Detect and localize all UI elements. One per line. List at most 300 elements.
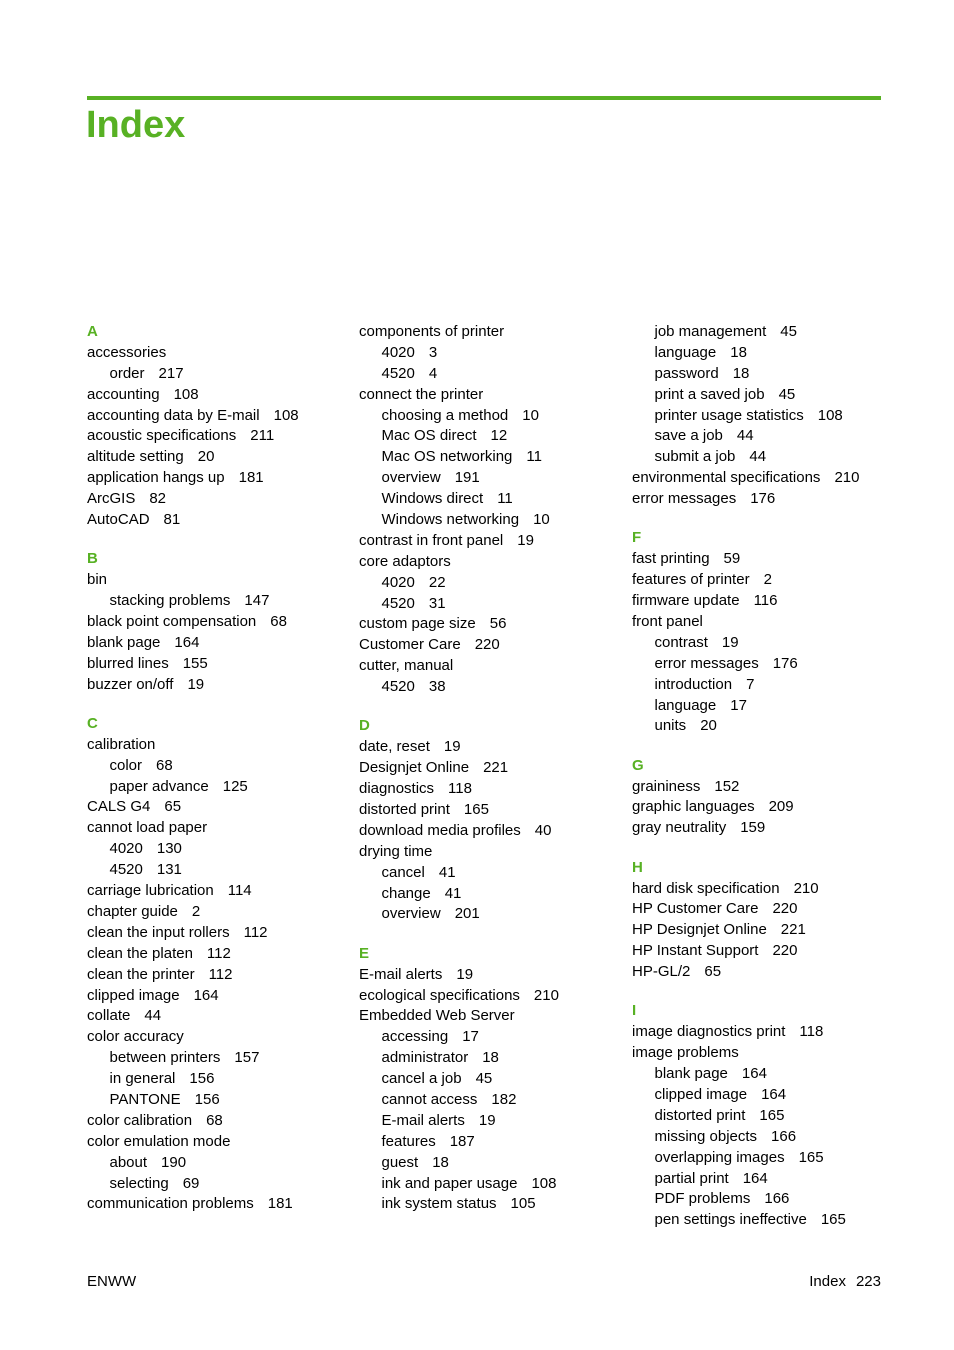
- index-term: paper advance: [109, 777, 209, 795]
- page-ref-link[interactable]: 40: [534, 821, 552, 839]
- index-term: image diagnostics print: [632, 1023, 786, 1041]
- index-term: distorted print: [654, 1106, 746, 1124]
- page-ref-link[interactable]: 68: [156, 756, 173, 774]
- index-subentry: [359, 677, 629, 698]
- index-term: AutoCAD: [87, 511, 150, 529]
- index-subentry: [359, 1090, 629, 1111]
- page-ref-link[interactable]: 45: [780, 323, 797, 340]
- index-entry: [632, 962, 892, 983]
- index-entry: [632, 879, 892, 900]
- index-entry: [359, 842, 629, 863]
- page-ref-link[interactable]: 147: [244, 592, 270, 610]
- page-ref-link[interactable]: 165: [463, 800, 489, 818]
- index-entry: [87, 510, 357, 531]
- index-term: about: [109, 1153, 148, 1171]
- index-term: PANTONE: [109, 1090, 181, 1108]
- index-entry: [359, 635, 629, 656]
- page-ref-link[interactable]: 19: [456, 965, 474, 983]
- index-term: clipped image: [87, 986, 180, 1004]
- page-ref-link[interactable]: 59: [723, 550, 741, 568]
- index-entry: [87, 468, 357, 489]
- page-ref-link[interactable]: 191: [454, 469, 480, 487]
- page-ref-link[interactable]: 166: [771, 1127, 797, 1145]
- index-term: firmware update: [632, 592, 740, 610]
- index-letter-heading: I: [632, 1002, 637, 1020]
- index-term: gray neutrality: [632, 819, 727, 837]
- index-term: accessing: [381, 1028, 449, 1046]
- page-ref-link[interactable]: 118: [799, 1023, 824, 1041]
- index-entry: [87, 675, 357, 696]
- index-term: acoustic specifications: [87, 427, 237, 445]
- index-term: color calibration: [87, 1111, 193, 1129]
- index-term: Mac OS networking: [381, 448, 513, 466]
- index-entry: [87, 1132, 357, 1153]
- index-entry: [87, 986, 357, 1007]
- page-ref-link[interactable]: 209: [768, 798, 794, 816]
- page-ref-link[interactable]: 130: [156, 840, 182, 858]
- index-entry: [87, 612, 357, 633]
- page-ref-link[interactable]: 118: [448, 780, 472, 798]
- page-ref-link[interactable]: 45: [475, 1070, 493, 1088]
- index-subentry: [632, 1210, 892, 1231]
- index-column-3: [632, 322, 892, 1231]
- index-entry: [632, 612, 892, 633]
- page-ref-link[interactable]: 112: [208, 965, 233, 983]
- index-subentry: [359, 406, 629, 427]
- index-entry: [632, 489, 892, 510]
- page-ref-link[interactable]: 19: [721, 633, 739, 651]
- page-ref-link[interactable]: 108: [531, 1174, 557, 1192]
- section-spacer: [632, 510, 892, 528]
- page-ref-link[interactable]: 165: [759, 1106, 785, 1124]
- index-term: fast printing: [632, 550, 710, 568]
- index-term: communication problems: [87, 1195, 254, 1213]
- index-term: error messages: [632, 490, 737, 508]
- index-subentry: [359, 468, 629, 489]
- index-term: HP Customer Care: [632, 900, 759, 918]
- index-term: clean the printer: [87, 965, 195, 983]
- index-term: units: [654, 717, 687, 735]
- page-number: 223: [855, 1273, 881, 1290]
- index-term: between printers: [109, 1049, 221, 1067]
- index-entry: [359, 779, 629, 800]
- index-subentry: [632, 716, 892, 737]
- index-subentry: [87, 364, 357, 385]
- index-letter-heading: G: [632, 756, 644, 774]
- index-entry: [359, 322, 629, 343]
- page-ref-link[interactable]: 156: [189, 1070, 215, 1088]
- index-subentry: [359, 1048, 629, 1069]
- index-entry: [87, 881, 357, 902]
- page-ref-link[interactable]: 165: [798, 1148, 824, 1166]
- page-ref-link[interactable]: 152: [714, 777, 740, 795]
- page-ref-link[interactable]: 11: [526, 448, 542, 466]
- page-ref-link[interactable]: 164: [741, 1065, 767, 1083]
- index-entry: [87, 447, 357, 468]
- index-subentry: [632, 1085, 892, 1106]
- index-entry: [632, 591, 892, 612]
- index-entry: [87, 570, 357, 591]
- index-entry: [632, 941, 892, 962]
- page-ref-link[interactable]: 19: [517, 531, 534, 549]
- index-entry: [632, 920, 892, 941]
- page-ref-link[interactable]: 108: [817, 406, 843, 424]
- index-entry: [632, 777, 892, 798]
- page-ref-link[interactable]: 31: [428, 594, 446, 612]
- index-entry: [87, 735, 357, 756]
- page-ref-link[interactable]: 17: [462, 1028, 479, 1046]
- index-term: graphic languages: [632, 798, 755, 816]
- page-ref-link[interactable]: 3: [428, 343, 438, 361]
- page-ref-link[interactable]: 44: [144, 1007, 162, 1025]
- index-subentry: [87, 839, 357, 860]
- index-entry: [87, 965, 357, 986]
- index-term: buzzer on/off: [87, 675, 174, 693]
- index-term: black point compensation: [87, 612, 257, 630]
- index-term: save a job: [654, 427, 723, 445]
- index-entry: [87, 818, 357, 839]
- page-ref-link[interactable]: 181: [238, 469, 264, 487]
- page-ref-link[interactable]: 10: [533, 511, 550, 529]
- index-term: components of printer: [359, 323, 505, 340]
- index-entry: [87, 385, 357, 406]
- index-term: ink system status: [381, 1195, 497, 1213]
- page-ref-link[interactable]: 166: [764, 1190, 790, 1208]
- index-entry: [359, 737, 629, 758]
- index-subentry: [632, 633, 892, 654]
- index-term: Designjet Online: [359, 759, 470, 777]
- index-entry: [87, 944, 357, 965]
- page-ref-link[interactable]: 69: [182, 1174, 200, 1192]
- title-rule: [87, 96, 881, 100]
- page-ref-link[interactable]: 19: [187, 675, 205, 693]
- index-entry: [359, 758, 629, 779]
- index-subentry: [632, 426, 892, 447]
- page-ref-link[interactable]: 2: [191, 902, 201, 920]
- index-entry: [87, 1111, 357, 1132]
- index-subentry: [632, 654, 892, 675]
- index-term: stacking problems: [109, 592, 231, 610]
- page-ref-link[interactable]: 181: [267, 1195, 293, 1213]
- page-ref-link[interactable]: 176: [750, 490, 776, 508]
- page-ref-link[interactable]: 190: [161, 1153, 187, 1171]
- index-term: language: [654, 343, 717, 361]
- page-ref-link[interactable]: 41: [444, 884, 462, 902]
- index-subentry: [632, 364, 892, 385]
- index-entry: [359, 800, 629, 821]
- index-term: blank page: [87, 633, 161, 651]
- page-ref-link[interactable]: 157: [234, 1049, 260, 1067]
- page-ref-link[interactable]: 19: [478, 1111, 496, 1129]
- index-term: 4520: [109, 861, 143, 879]
- page-ref-link[interactable]: 18: [732, 364, 750, 382]
- index-subentry: [359, 1194, 629, 1215]
- index-term: features: [381, 1132, 436, 1150]
- index-term: distorted print: [359, 800, 450, 818]
- page-ref-link[interactable]: 108: [273, 406, 299, 424]
- index-term: ink and paper usage: [381, 1174, 518, 1192]
- page-ref-link[interactable]: 210: [834, 469, 860, 487]
- index-term: environmental specifications: [632, 469, 821, 487]
- page-ref-link[interactable]: 81: [163, 511, 181, 529]
- index-entry: [632, 549, 892, 570]
- page-ref-link[interactable]: 164: [174, 633, 200, 651]
- page-ref-link[interactable]: 44: [736, 427, 754, 445]
- index-subentry: [632, 1189, 892, 1210]
- page-ref-link[interactable]: 65: [704, 963, 722, 981]
- page-ref-link[interactable]: 82: [149, 490, 167, 508]
- index-term: 4020: [381, 573, 415, 591]
- index-term: cannot load paper: [87, 819, 208, 837]
- index-term: partial print: [654, 1169, 729, 1187]
- index-term: custom page size: [359, 615, 476, 633]
- index-entry: [632, 468, 892, 489]
- page-ref-link[interactable]: 116: [753, 592, 778, 610]
- page-ref-link[interactable]: 18: [432, 1153, 449, 1171]
- page-ref-link[interactable]: 164: [761, 1085, 787, 1103]
- page-ref-link[interactable]: 20: [700, 717, 717, 735]
- index-subentry: [359, 1132, 629, 1153]
- index-term: 4520: [381, 364, 415, 382]
- index-subentry: [359, 343, 629, 364]
- index-term: clean the platen: [87, 944, 193, 962]
- index-subentry: [632, 1064, 892, 1085]
- page-ref-link[interactable]: 11: [497, 490, 513, 508]
- page-ref-link[interactable]: 19: [443, 738, 461, 756]
- page-ref-link[interactable]: 114: [227, 882, 252, 900]
- index-entry: [632, 818, 892, 839]
- page-ref-link[interactable]: 187: [449, 1132, 475, 1150]
- index-term: submit a job: [654, 448, 736, 466]
- page-ref-link[interactable]: 12: [490, 427, 508, 445]
- page-ref-link[interactable]: 220: [772, 900, 798, 918]
- page-ref-link[interactable]: 44: [749, 448, 767, 466]
- page-ref-link[interactable]: 221: [780, 921, 806, 939]
- index-term: change: [381, 884, 431, 902]
- index-term: accessories: [87, 343, 167, 361]
- page-ref-link[interactable]: 201: [454, 905, 480, 923]
- index-letter-heading: F: [632, 529, 642, 547]
- page-ref-link[interactable]: 7: [746, 675, 755, 693]
- index-term: Windows direct: [381, 490, 484, 508]
- index-subentry: [359, 1027, 629, 1048]
- index-term: PDF problems: [654, 1190, 751, 1208]
- index-term: color accuracy: [87, 1028, 184, 1046]
- index-subentry: [632, 675, 892, 696]
- index-term: ArcGIS: [87, 490, 136, 508]
- page-ref-link[interactable]: 220: [772, 942, 798, 960]
- index-entry: [359, 821, 629, 842]
- index-term: diagnostics: [359, 780, 435, 798]
- page-ref-link[interactable]: 182: [491, 1090, 517, 1108]
- index-term: contrast in front panel: [359, 531, 504, 549]
- page-ref-link[interactable]: 210: [533, 986, 559, 1004]
- index-subentry: [632, 1106, 892, 1127]
- index-subentry: [632, 406, 892, 427]
- page-ref-link[interactable]: 4: [428, 364, 438, 382]
- index-subentry: [632, 696, 892, 717]
- index-entry: [87, 406, 357, 427]
- page-ref-link[interactable]: 10: [522, 406, 539, 424]
- index-subentry: [359, 1174, 629, 1195]
- page-ref-link[interactable]: 112: [206, 944, 231, 962]
- index-entry: [359, 656, 629, 677]
- index-term: contrast: [654, 633, 708, 651]
- page-ref-link[interactable]: 41: [438, 863, 456, 881]
- page-ref-link[interactable]: 165: [820, 1211, 846, 1229]
- index-term: image problems: [632, 1044, 739, 1062]
- index-term: choosing a method: [381, 406, 509, 424]
- index-term: hard disk specification: [632, 879, 780, 897]
- index-entry: [87, 923, 357, 944]
- index-subentry: [359, 573, 629, 594]
- page-ref-link[interactable]: 2: [763, 571, 772, 589]
- index-subentry: [87, 777, 357, 798]
- index-subentry: [87, 1069, 357, 1090]
- index-letter-heading: H: [632, 858, 643, 876]
- index-term: bin: [87, 571, 108, 589]
- index-entry: [632, 797, 892, 818]
- index-term: features of printer: [632, 571, 750, 589]
- page-ref-link[interactable]: 217: [158, 364, 184, 382]
- index-subentry: [87, 1048, 357, 1069]
- page-ref-link[interactable]: 65: [164, 798, 182, 816]
- index-term: Embedded Web Server: [359, 1007, 515, 1025]
- page-ref-link[interactable]: 18: [482, 1049, 499, 1067]
- index-entry: [87, 426, 357, 447]
- page-ref-link[interactable]: 17: [730, 696, 747, 714]
- index-term: blank page: [654, 1065, 728, 1083]
- page-ref-link[interactable]: 220: [474, 636, 500, 654]
- index-entry: [632, 899, 892, 920]
- index-term: CALS G4: [87, 798, 151, 816]
- page-ref-link[interactable]: 164: [742, 1169, 768, 1187]
- index-term: blurred lines: [87, 654, 169, 672]
- page-ref-link[interactable]: 68: [206, 1111, 223, 1129]
- page-ref-link[interactable]: 20: [197, 448, 215, 466]
- page-ref-link[interactable]: 211: [250, 427, 275, 445]
- index-subentry: [359, 447, 629, 468]
- index-entry: [87, 1027, 357, 1048]
- page-ref-link[interactable]: 38: [428, 678, 446, 696]
- index-entry: [87, 797, 357, 818]
- index-term: guest: [381, 1153, 419, 1171]
- index-subentry: [632, 1127, 892, 1148]
- page-ref-link[interactable]: 125: [222, 777, 248, 795]
- page-ref-link[interactable]: 112: [243, 923, 268, 941]
- index-term: carriage lubrication: [87, 882, 214, 900]
- index-entry: [87, 1006, 357, 1027]
- index-term: 4520: [381, 594, 415, 612]
- index-entry: [87, 343, 357, 364]
- section-spacer: [87, 696, 357, 714]
- index-term: accounting data by E-mail: [87, 406, 260, 424]
- index-entry: [359, 552, 629, 573]
- index-term: order: [109, 364, 145, 382]
- index-term: in general: [109, 1070, 176, 1088]
- page-ref-link[interactable]: 221: [483, 759, 509, 777]
- index-term: overview: [381, 905, 441, 923]
- page-ref-link[interactable]: 45: [778, 385, 796, 403]
- index-subentry: [632, 322, 892, 343]
- index-subentry: [359, 863, 629, 884]
- page-ref-link[interactable]: 56: [489, 615, 507, 633]
- index-letter-heading: B: [87, 550, 98, 568]
- index-term: cannot access: [381, 1090, 478, 1108]
- index-entry: [87, 902, 357, 923]
- index-term: E-mail alerts: [359, 965, 443, 983]
- index-subentry: [632, 447, 892, 468]
- index-subentry: [87, 1090, 357, 1111]
- index-subentry: [87, 1174, 357, 1195]
- index-subentry: [359, 884, 629, 905]
- page-ref-link[interactable]: 108: [173, 385, 199, 403]
- page-ref-link[interactable]: 159: [740, 819, 766, 837]
- index-subentry: [632, 1169, 892, 1190]
- page-ref-link[interactable]: 156: [194, 1090, 220, 1108]
- page-ref-link[interactable]: 18: [730, 343, 747, 361]
- index-entry: [632, 1022, 892, 1043]
- index-term: administrator: [381, 1049, 469, 1067]
- index-letter-heading: D: [359, 717, 370, 735]
- index-column-2: [359, 322, 629, 1215]
- index-term: 4020: [381, 343, 415, 361]
- section-spacer: [632, 983, 892, 1001]
- index-term: print a saved job: [654, 385, 765, 403]
- index-term: missing objects: [654, 1127, 758, 1145]
- index-term: graininess: [632, 777, 701, 795]
- index-term: ecological specifications: [359, 986, 520, 1004]
- index-term: color emulation mode: [87, 1132, 231, 1150]
- index-term: HP Instant Support: [632, 942, 759, 960]
- page-ref-link[interactable]: 176: [772, 654, 798, 672]
- index-subentry: [359, 904, 629, 925]
- page-title: Index: [86, 104, 186, 146]
- section-spacer: [359, 925, 629, 943]
- index-entry: [87, 633, 357, 654]
- index-term: download media profiles: [359, 821, 521, 839]
- page-ref-link[interactable]: 131: [156, 861, 182, 879]
- index-term: color: [109, 756, 143, 774]
- section-spacer: [632, 737, 892, 755]
- index-subentry: [359, 1111, 629, 1132]
- page-ref-link[interactable]: 68: [270, 612, 287, 630]
- index-subentry: [87, 860, 357, 881]
- index-term: overview: [381, 469, 441, 487]
- index-subentry: [359, 426, 629, 447]
- index-subentry: [359, 1069, 629, 1090]
- index-subentry: [359, 510, 629, 531]
- page-ref-link[interactable]: 164: [193, 986, 219, 1004]
- index-term: 4020: [109, 840, 143, 858]
- page-ref-link[interactable]: 155: [182, 654, 208, 672]
- index-term: HP Designjet Online: [632, 921, 767, 939]
- page-ref-link[interactable]: 105: [510, 1195, 536, 1213]
- index-term: calibration: [87, 735, 156, 753]
- index-entry: [87, 1194, 357, 1215]
- index-term: cancel a job: [381, 1070, 462, 1088]
- index-term: core adaptors: [359, 552, 451, 570]
- index-entry: [632, 1043, 892, 1064]
- page-ref-link[interactable]: 210: [793, 879, 819, 897]
- index-entry: [359, 385, 629, 406]
- index-subentry: [632, 343, 892, 364]
- index-term: application hangs up: [87, 469, 225, 487]
- page-ref-link[interactable]: 22: [428, 573, 446, 591]
- footer-section: Index: [809, 1273, 846, 1290]
- index-entry: [359, 1006, 629, 1027]
- index-entry: [632, 570, 892, 591]
